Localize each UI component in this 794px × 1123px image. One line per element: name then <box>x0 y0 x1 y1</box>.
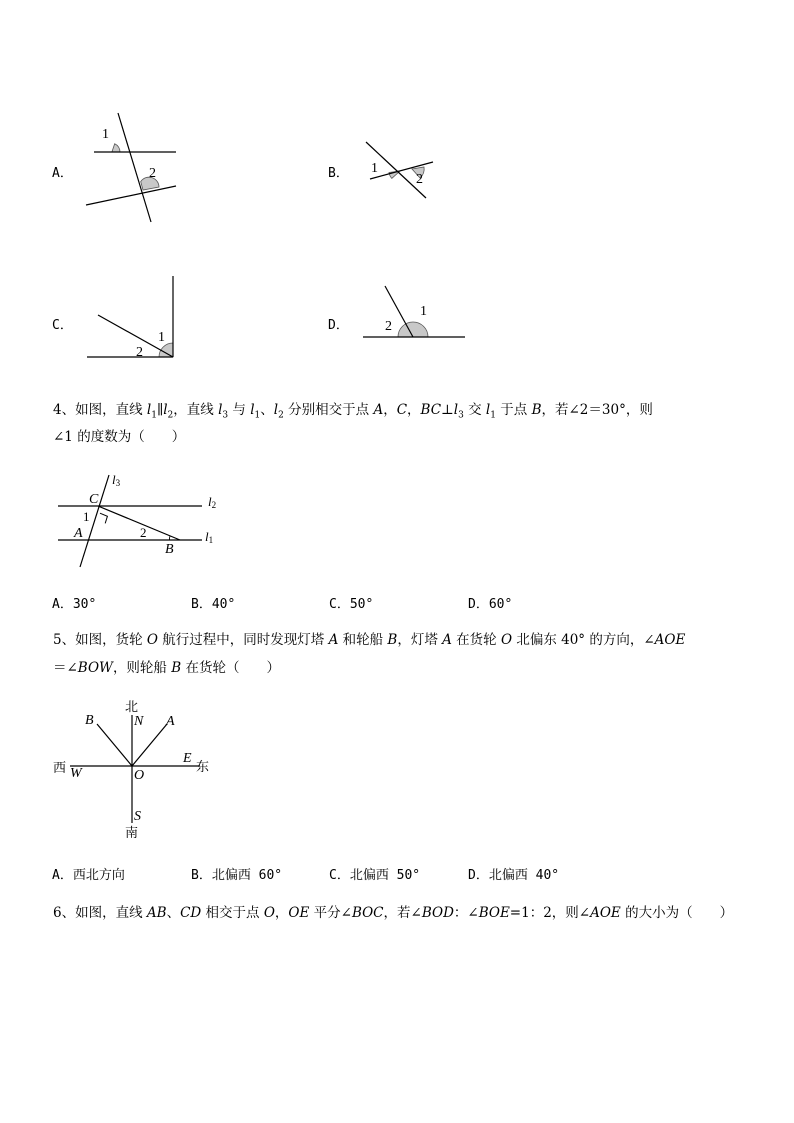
label-west: 西 <box>53 760 67 775</box>
label-l3: l3 <box>112 472 121 488</box>
option-b-figure <box>360 135 450 205</box>
question-6-text: 6、如图，直线 AB、CD 相交于点 O，OE 平分∠BOC，若∠BOD：∠BOE=1：2，则∠AOE 的大小为（ ） <box>53 905 734 921</box>
label-1: 1 <box>83 509 90 524</box>
label-a: A <box>74 526 83 541</box>
q4-answer-b: B．40° <box>191 597 236 612</box>
label-2: 2 <box>140 525 147 540</box>
q4-answer-d: D．60° <box>468 597 513 612</box>
angle-arc <box>398 322 428 337</box>
question-4-text-line2: ∠1 的度数为（ ） <box>53 429 186 445</box>
label-2: 2 <box>416 172 423 187</box>
option-a-label: A． <box>52 166 73 181</box>
label-s: S <box>134 809 141 824</box>
label-c: C <box>89 492 99 507</box>
label-b: B <box>85 713 94 728</box>
label-e: E <box>183 751 192 766</box>
ray-ob <box>97 724 132 766</box>
line-bottom <box>86 186 176 205</box>
angle-1-arc <box>112 144 120 152</box>
label-l2: l2 <box>208 494 217 510</box>
question-5-text: 5、如图，货轮 O 航行过程中，同时发现灯塔 A 和轮船 B，灯塔 A 在货轮 O 北偏东 40° 的方向，∠AOE <box>53 632 686 648</box>
transversal <box>118 113 151 222</box>
label-b: B <box>165 542 174 557</box>
option-a-figure <box>80 110 200 225</box>
label-1: 1 <box>420 304 427 319</box>
label-n: N <box>134 714 144 729</box>
option-d-label: D． <box>328 318 349 333</box>
label-l1: l1 <box>205 529 214 545</box>
label-1: 1 <box>158 330 165 345</box>
right-angle-mark <box>100 513 107 523</box>
question-4-text: 4、如图，直线 $l_1\parallel l_2$，直线 $l_3$ 与 $l_1$、$l_2$ 分别相交于点 A，C，$BC\perp l_3$ 交 $l_1$ 于点 B，若∠2＝30°，则 <box>53 402 653 421</box>
label-2: 2 <box>385 319 392 334</box>
q4-answer-c: C．50° <box>329 597 374 612</box>
label-a: A <box>166 714 175 729</box>
q4-answer-a: A．30° <box>52 597 97 612</box>
label-1: 1 <box>371 161 378 176</box>
q5-answer-d: D．北偏西 40° <box>468 868 560 883</box>
label-2: 2 <box>136 345 143 360</box>
label-east: 东 <box>196 759 210 774</box>
label-o: O <box>134 768 145 783</box>
label-south: 南 <box>125 825 139 840</box>
question-4-figure <box>52 470 232 575</box>
option-d-figure <box>360 282 470 342</box>
ray-oa <box>132 724 167 766</box>
q5-answer-c: C．北偏西 50° <box>329 868 421 883</box>
q5-answer-b: B．北偏西 60° <box>191 868 283 883</box>
question-5-text-line2: ＝∠BOW，则轮船 B 在货轮（ ） <box>53 660 280 676</box>
option-c-figure <box>84 272 184 362</box>
segment-bc <box>98 506 180 540</box>
label-north: 北 <box>125 699 139 714</box>
label-2: 2 <box>149 166 156 181</box>
label-1: 1 <box>102 127 109 142</box>
question-5-figure <box>50 695 220 845</box>
label-w: W <box>70 766 82 781</box>
q5-answer-a: A．西北方向 <box>52 868 125 883</box>
option-b-label: B． <box>328 166 349 181</box>
option-c-label: C． <box>52 318 73 333</box>
